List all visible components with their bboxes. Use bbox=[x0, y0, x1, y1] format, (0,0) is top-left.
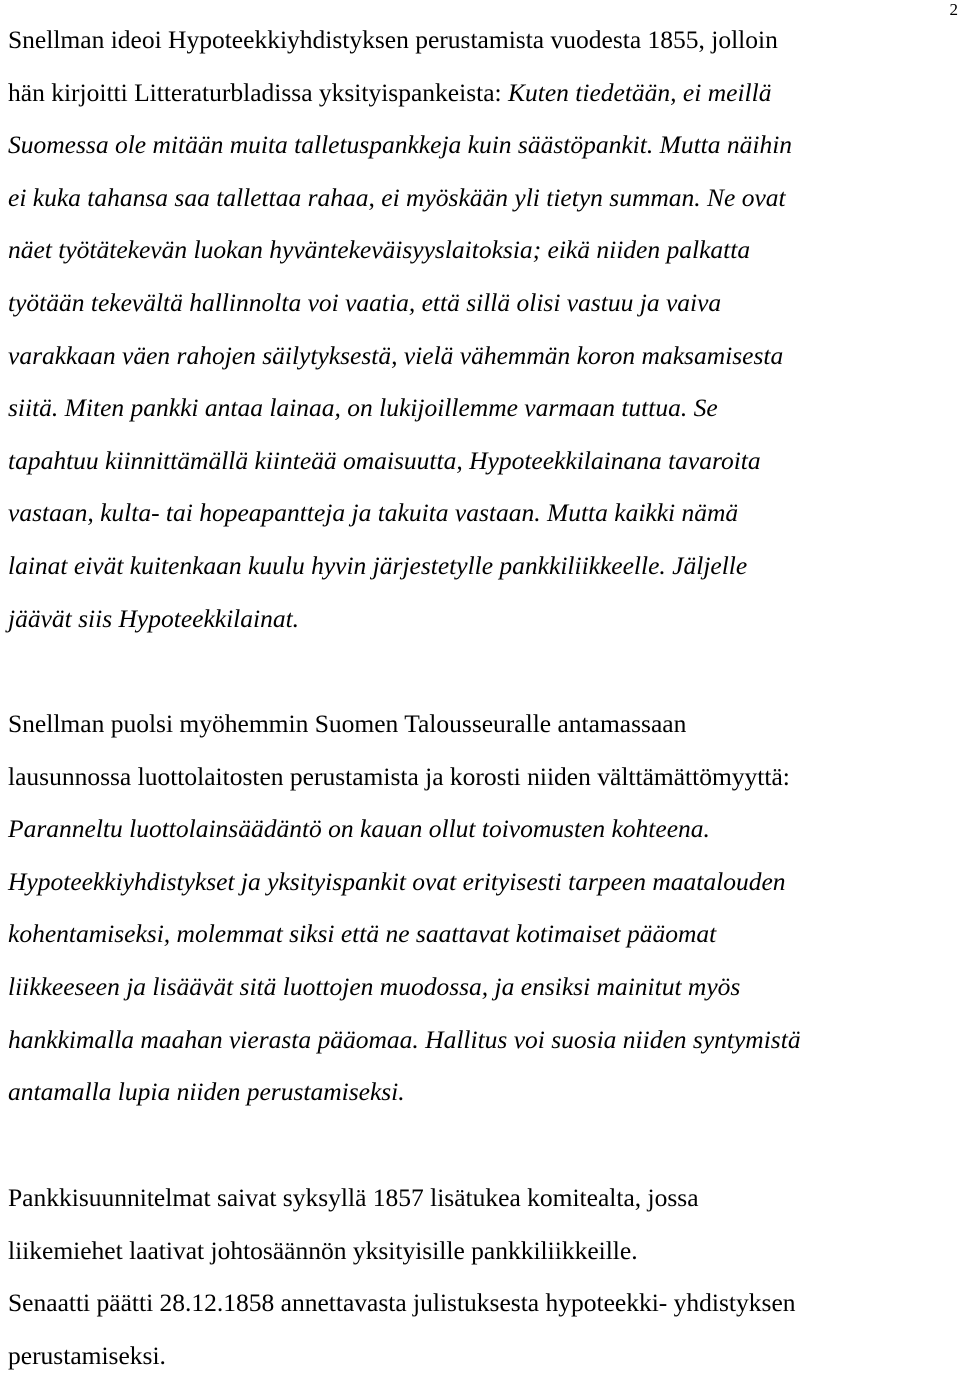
italic-quote-text: hankkimalla maahan vierasta pääomaa. Hallitus voi suosia niiden syntymistä bbox=[8, 1024, 801, 1054]
italic-quote-text: varakkaan väen rahojen säilytyksestä, vielä vähemmän koron maksamisesta bbox=[8, 340, 784, 370]
italic-quote-text: siitä. Miten pankki antaa lainaa, on lukijoillemme varmaan tuttua. Se bbox=[8, 393, 718, 423]
text-line bbox=[8, 961, 958, 1014]
italic-quote-text: lainat eivät kuitenkaan kuulu hyvin järjestetylle pankkiliikkeelle. Jäljelle bbox=[8, 550, 748, 580]
italic-quote-text: Paranneltu luottolainsäädäntö on kauan ollut toivomusten kohteena. bbox=[8, 814, 710, 844]
text-line bbox=[8, 593, 958, 646]
text-line bbox=[8, 1277, 958, 1330]
text-line bbox=[8, 277, 958, 330]
text-line bbox=[8, 382, 958, 435]
body-text: lausunnossa luottolaitosten perustamista ja korosti niiden välttämättömyyttä: bbox=[8, 761, 790, 791]
body-text: Pankkisuunnitelmat saivat syksyllä 1857 lisätukea komitealta, jossa bbox=[8, 1183, 699, 1212]
body-text: Snellman puolsi myöhemmin Suomen Talousseuralle antamassaan bbox=[8, 709, 687, 738]
italic-quote-text: kohentamiseksi, molemmat siksi että ne saattavat kotimaiset pääomat bbox=[8, 919, 717, 949]
body-text: Senaatti päätti 28.12.1858 annettavasta julistuksesta hypoteekki- yhdistyksen bbox=[8, 1288, 796, 1318]
text-line bbox=[8, 330, 958, 383]
text-line bbox=[8, 540, 958, 593]
text-line bbox=[8, 698, 958, 751]
text-line bbox=[8, 435, 958, 488]
italic-quote-text: ei kuka tahansa saa tallettaa rahaa, ei myöskään yli tietyn summan. Ne ovat bbox=[8, 182, 786, 212]
italic-quote-text: liikkeeseen ja lisäävät sitä luottojen muodossa, ja ensiksi mainitut myös bbox=[8, 971, 741, 1001]
italic-quote-text: vastaan, kulta- tai hopeapantteja ja takuita vastaan. Mutta kaikki nämä bbox=[8, 498, 739, 528]
text-line bbox=[8, 119, 958, 172]
body-text: Snellman ideoi Hypoteekkiyhdistyksen perustamista vuodesta 1855, jolloin bbox=[8, 25, 778, 54]
paragraph bbox=[8, 1172, 958, 1382]
italic-quote-text: Kuten tiedetään, ei meillä bbox=[508, 77, 772, 107]
text-line bbox=[8, 1330, 958, 1382]
italic-quote-text: Suomessa ole mitään muita talletuspankkeja kuin säästöpankit. Mutta näihin bbox=[8, 130, 793, 160]
page-number: 2 bbox=[949, 0, 958, 19]
text-line bbox=[8, 67, 958, 120]
italic-quote-text: jäävät siis Hypoteekkilainat. bbox=[8, 603, 300, 633]
paragraph bbox=[8, 698, 958, 1119]
body-text: liikemiehet laativat johtosäännön yksityisille pankkiliikkeille. bbox=[8, 1235, 638, 1265]
text-line bbox=[8, 1172, 958, 1225]
paragraph bbox=[8, 14, 958, 645]
text-line bbox=[8, 1066, 958, 1119]
body-text: hän kirjoitti Litteraturbladissa yksityispankeista: bbox=[8, 77, 508, 107]
italic-quote-text: Hypoteekkiyhdistykset ja yksityispankit ovat erityisesti tarpeen maatalouden bbox=[8, 866, 786, 896]
text-line bbox=[8, 172, 958, 225]
text-line bbox=[8, 856, 958, 909]
italic-quote-text: antamalla lupia niiden perustamiseksi. bbox=[8, 1077, 405, 1107]
body-text: perustamiseksi. bbox=[8, 1340, 166, 1370]
text-line bbox=[8, 751, 958, 804]
text-line bbox=[8, 803, 958, 856]
text-line bbox=[8, 487, 958, 540]
text-line bbox=[8, 908, 958, 961]
text-line bbox=[8, 224, 958, 277]
text-line bbox=[8, 14, 958, 67]
italic-quote-text: tapahtuu kiinnittämällä kiinteää omaisuutta, Hypoteekkilainana tavaroita bbox=[8, 445, 761, 475]
italic-quote-text: näet työtätekevän luokan hyväntekeväisyyslaitoksia; eikä niiden palkatta bbox=[8, 235, 751, 265]
italic-quote-text: työtään tekevältä hallinnolta voi vaatia, että sillä olisi vastuu ja vaiva bbox=[8, 287, 722, 317]
text-line bbox=[8, 1014, 958, 1067]
text-line bbox=[8, 1225, 958, 1278]
